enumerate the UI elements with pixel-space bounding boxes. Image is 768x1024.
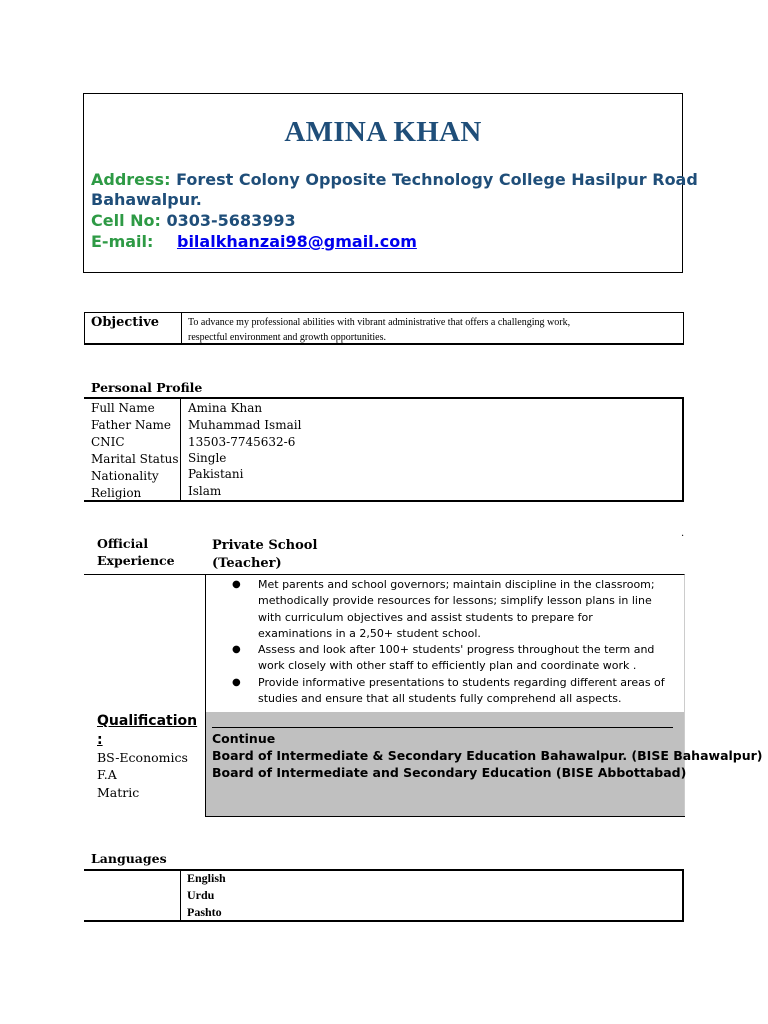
- experience-organization: Private School: [212, 538, 318, 553]
- experience-bullet: ● Met parents and school governors; maintain discipline in the classroom; methodically provide resources for lessons; simplify lesson plans in line with curriculum objectives and assist students to prepare for examinations in a 2,50+ student school.: [232, 578, 655, 640]
- objective-text-line: To advance my professional abilities with vibrant administrative that offers a challenging work,: [188, 317, 571, 328]
- experience-label: [97, 536, 175, 569]
- qualification-degree: BS-Economics: [97, 750, 188, 765]
- experience-label-line: Experience: [97, 552, 175, 568]
- contact-header-box: [83, 93, 698, 273]
- email-label: E-mail:: [91, 232, 154, 251]
- experience-role: (Teacher): [212, 556, 282, 571]
- address-value: Forest Colony Opposite Technology College Hasilpur Road: [176, 170, 698, 189]
- experience-bullet: ● Provide informative presentations to students regarding different areas of studies and ensure that all students fully comprehend all aspects.: [232, 675, 665, 706]
- qualification-institute: Board of Intermediate & Secondary Education Bahawalpur. (BISE Bahawalpur): [212, 748, 763, 763]
- bullet-icon: ●: [232, 676, 241, 688]
- stray-mark: .: [681, 528, 685, 539]
- qualification-bottom-rule: [205, 816, 685, 817]
- languages-title: Languages: [91, 851, 167, 866]
- language-item: Pashto: [187, 905, 222, 919]
- profile-label-religion: Religion: [91, 486, 142, 500]
- profile-value-nationality: Pakistani: [188, 467, 244, 481]
- profile-value-marital-status: Single: [188, 451, 227, 465]
- profile-value-father-name: Muhammad Ismail: [188, 418, 302, 432]
- address-label: Address:: [91, 170, 171, 189]
- email-link[interactable]: bilalkhanzai98@gmail.com: [176, 232, 417, 251]
- profile-label-cnic: CNIC: [91, 435, 125, 449]
- cell-label: Cell No:: [91, 211, 161, 230]
- profile-value-cnic: 13503-7745632-6: [188, 435, 296, 449]
- experience-label-line: Official: [97, 536, 149, 551]
- objective-divider: [181, 313, 182, 343]
- bullet-icon: ●: [232, 644, 241, 656]
- language-item: English: [187, 871, 226, 885]
- qualification-rule: [212, 727, 673, 728]
- qualification-institute: Continue: [212, 731, 276, 746]
- profile-label-full-name: Full Name: [91, 401, 155, 415]
- languages-divider: [180, 871, 181, 920]
- experience-left-rule: [84, 574, 206, 575]
- language-item: Urdu: [187, 888, 215, 902]
- candidate-name: AMINA KHAN: [284, 116, 482, 148]
- cell-value: 0303-5683993: [166, 211, 296, 230]
- experience-bullet-list: [228, 577, 678, 707]
- qualification-title: Qualification: [97, 713, 198, 729]
- bullet-icon: ●: [232, 579, 241, 590]
- email-line: [91, 232, 417, 251]
- experience-bullet: ● Assess and look after 100+ students' progress throughout the term and work closely with other staff to efficiently plan and coordinate work .: [232, 643, 655, 673]
- profile-value-full-name: Amina Khan: [188, 401, 263, 415]
- objective-text-line: respectful environment and growth opportunities.: [188, 332, 387, 343]
- experience-details-box: [205, 574, 685, 817]
- personal-profile-table: [84, 397, 684, 502]
- profile-label-marital-status: Marital Status: [91, 452, 179, 466]
- qualification-colon: :: [97, 732, 103, 748]
- cell-line: [91, 211, 296, 230]
- objective-text: [188, 315, 678, 345]
- profile-divider: [180, 399, 181, 500]
- profile-label-nationality: Nationality: [91, 469, 159, 483]
- profile-value-religion: Islam: [188, 484, 222, 498]
- languages-table: [84, 869, 684, 922]
- objective-table: [84, 312, 684, 345]
- qualification-degree: Matric: [97, 785, 140, 800]
- objective-label: Objective: [91, 315, 160, 330]
- qualification-degree: F.A: [97, 767, 117, 782]
- address-value-cont: Bahawalpur.: [91, 190, 202, 209]
- profile-label-father-name: Father Name: [91, 418, 172, 432]
- personal-profile-title: Personal Profile: [91, 380, 203, 395]
- address-line: [91, 170, 698, 189]
- qualification-institute: Board of Intermediate and Secondary Education (BISE Abbottabad): [212, 765, 687, 780]
